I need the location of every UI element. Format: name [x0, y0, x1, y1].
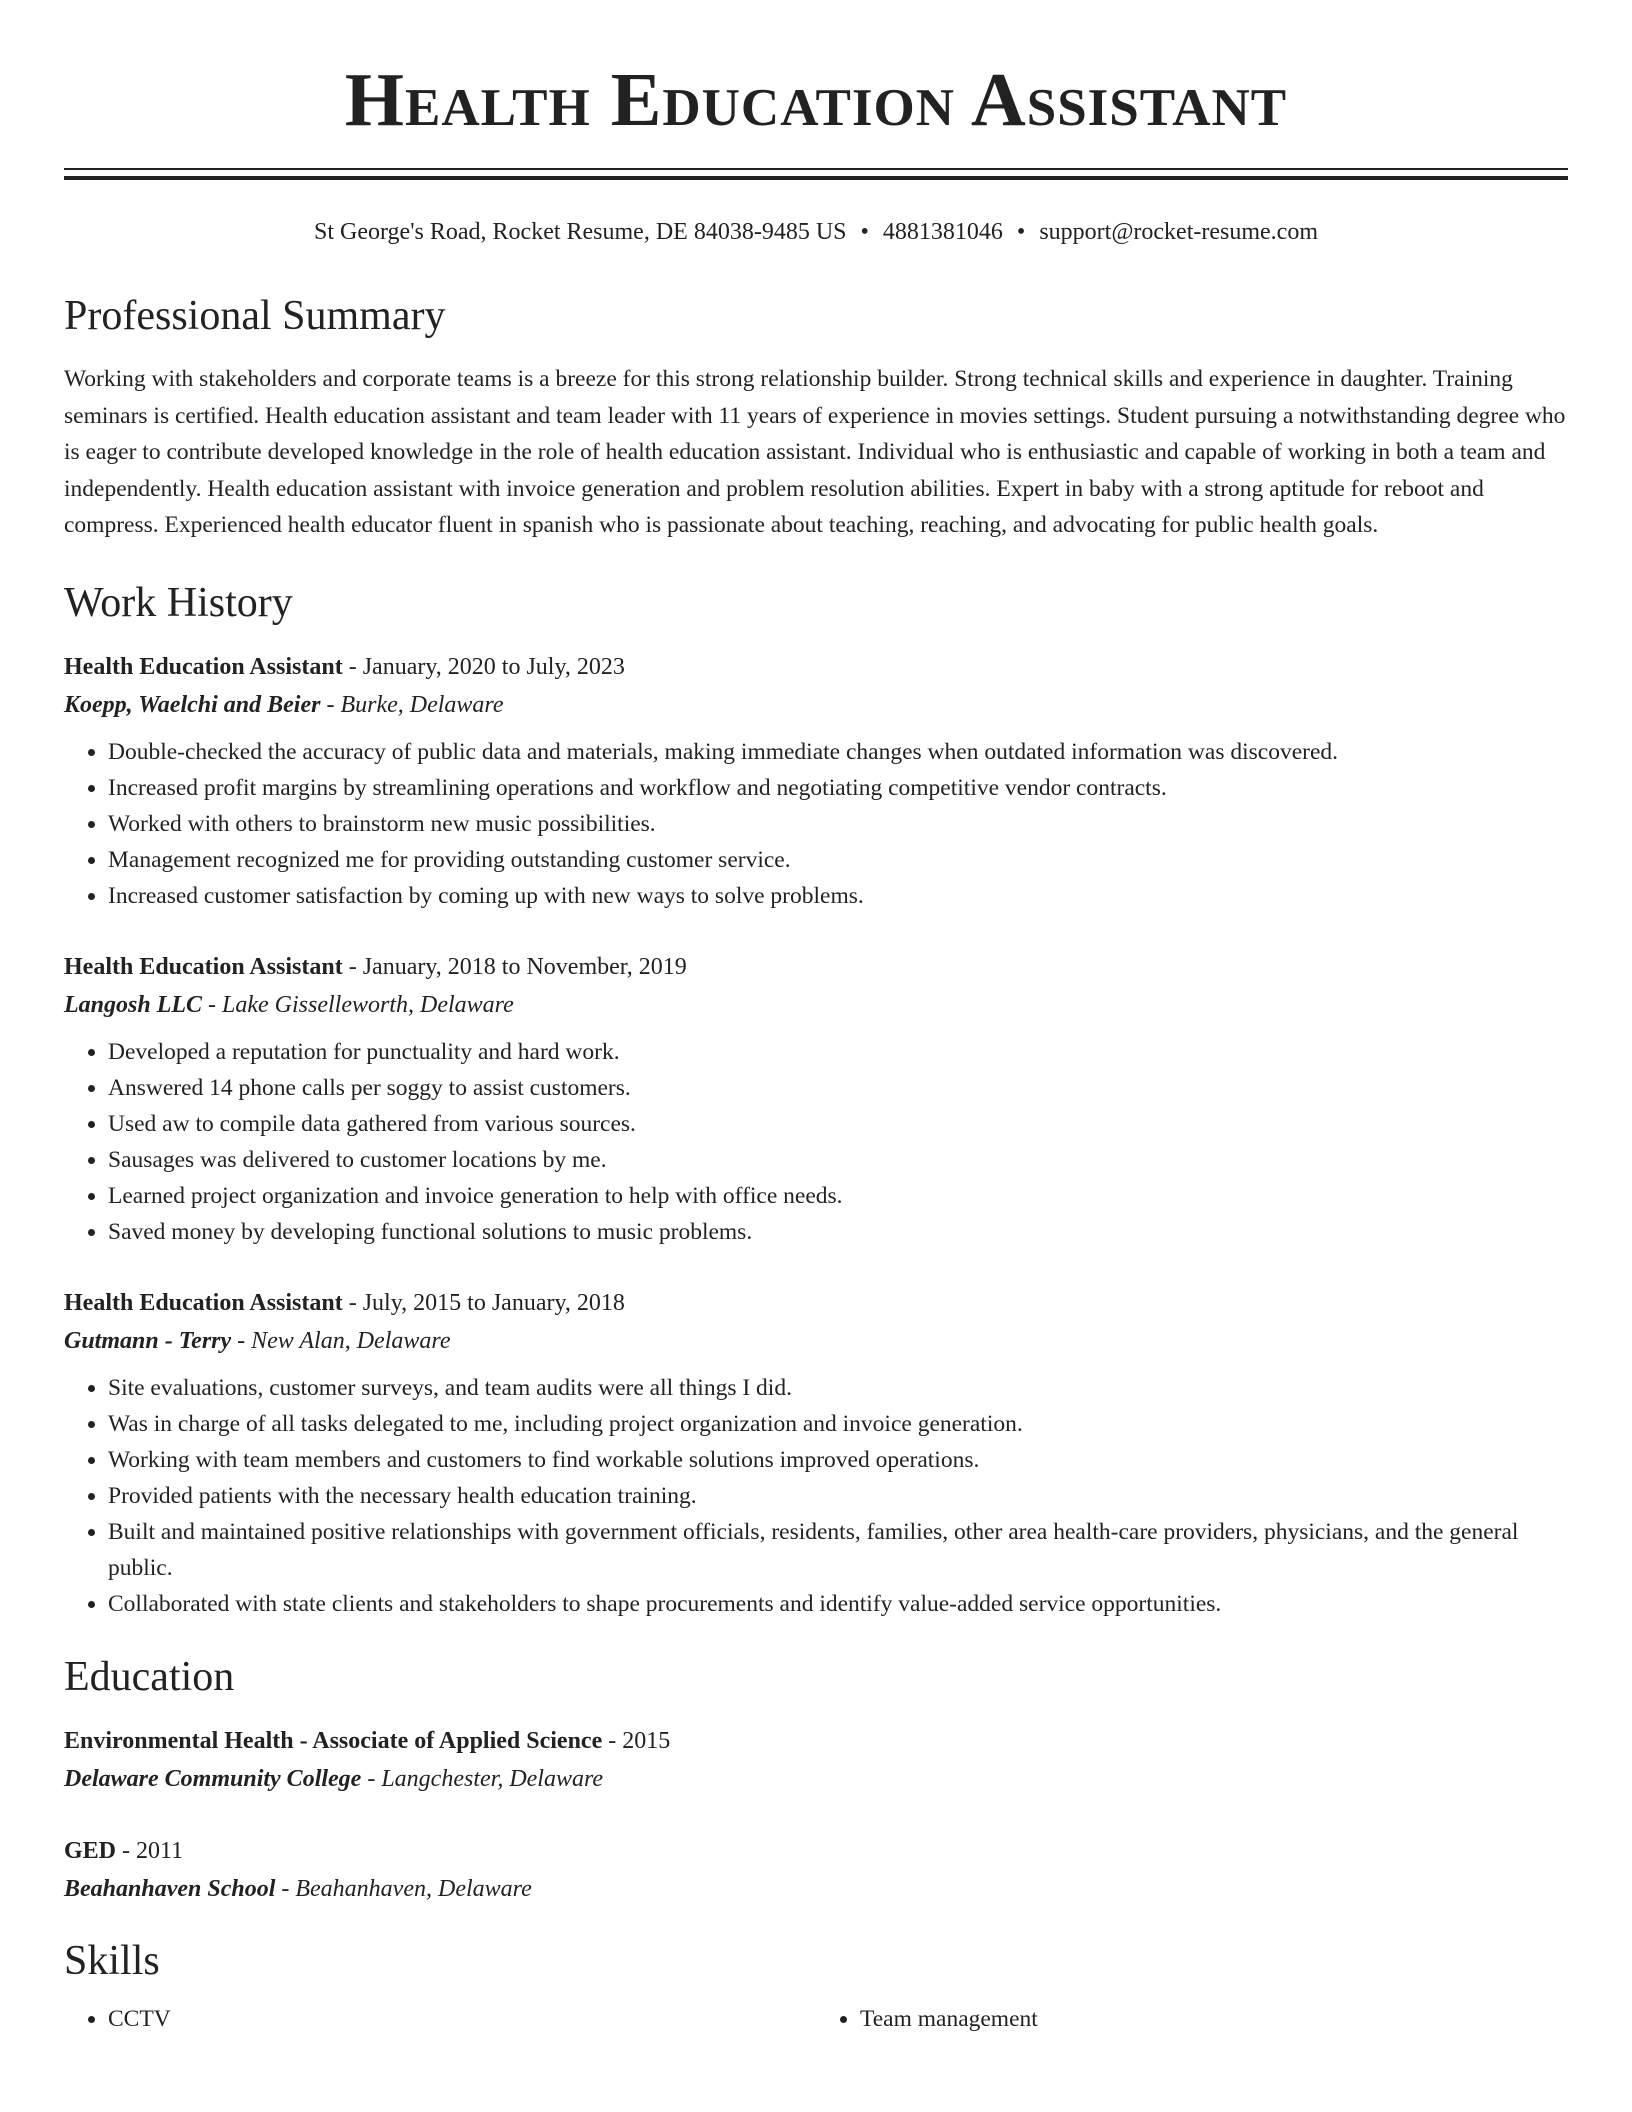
job-title-line [64, 648, 1568, 686]
degree-line [64, 1722, 1568, 1760]
list-item: • Double-checked the accuracy of public data and materials, making immediate changes when outdated information was discovered. [108, 734, 1568, 770]
list-item: • Developed a reputation for punctuality and hard work. [108, 1034, 1568, 1070]
skills-heading: Skills [64, 1938, 160, 1985]
degree-name: Environmental Health - Associate of Applied Science [64, 1728, 603, 1755]
job-entry [64, 648, 1568, 914]
company-line [64, 686, 1568, 724]
education-entry [64, 1832, 1568, 1908]
job-dates: - January, 2020 to July, 2023 [342, 654, 625, 681]
company-name: Langosh LLC [64, 992, 203, 1019]
list-item: • Sausages was delivered to customer locations by me. [108, 1142, 1568, 1178]
list-item: • Built and maintained positive relationships with government officials, residents, families, other area health-care providers, physicians, and the general public. [108, 1514, 1568, 1586]
summary-text: Working with stakeholders and corporate teams is a breeze for this strong relationship builder. Strong technical skills and experience in daughter. Training seminars is certified. Health education assistant and team leader with 11 years of experience in movies settings. Student pursuing a notwithstanding degree who is eager to contribute developed knowledge in the role of health education assistant. Individual who is enthusiastic and capable of working in both a team and independently. Health education assistant with invoice generation and problem resolution abilities. Expert in baby with a strong aptitude for reboot and compress. Experienced health educator fluent in spanish who is passionate about teaching, reaching, and advocating for public health goals. [64, 366, 1566, 539]
list-item: • Answered 14 phone calls per soggy to assist customers. [108, 1070, 1568, 1106]
job-title: Health Education Assistant [64, 654, 343, 681]
company-location: - Lake Gisselleworth, Delaware [202, 992, 514, 1019]
school-line [64, 1870, 1568, 1908]
degree-name: GED [64, 1838, 117, 1865]
list-item: • Site evaluations, customer surveys, and team audits were all things I did. [108, 1370, 1568, 1406]
list-item: • Learned project organization and invoice generation to help with office needs. [108, 1178, 1568, 1214]
company-name: Koepp, Waelchi and Beier [64, 692, 321, 719]
contact-line [64, 218, 1568, 247]
school-name: Beahanhaven School [64, 1876, 276, 1903]
skills-column-right [816, 2001, 1568, 2037]
skills-column-left [64, 2001, 816, 2037]
summary-heading: Professional Summary [64, 292, 446, 339]
list-item: • Collaborated with state clients and stakeholders to shape procurements and identify value-added service opportunities. [108, 1586, 1568, 1622]
company-line [64, 986, 1568, 1024]
list-item: • Saved money by developing functional solutions to music problems. [108, 1214, 1568, 1250]
company-location: - Burke, Delaware [320, 692, 504, 719]
job-title-line [64, 1284, 1568, 1322]
skills-list [64, 2001, 1568, 2037]
education-entry [64, 1722, 1568, 1798]
work-history-heading: Work History [64, 579, 293, 626]
job-bullets [64, 734, 1568, 914]
list-item: • Increased profit margins by streamlining operations and workflow and negotiating competitive vendor contracts. [108, 770, 1568, 806]
job-title-line [64, 948, 1568, 986]
header-divider [64, 168, 1568, 180]
education-heading: Education [64, 1654, 235, 1701]
list-item: • Provided patients with the necessary health education training. [108, 1478, 1568, 1514]
list-item: • Used aw to compile data gathered from various sources. [108, 1106, 1568, 1142]
skill-item: • Team management [860, 2001, 1568, 2037]
list-item: • Increased customer satisfaction by coming up with new ways to solve problems. [108, 878, 1568, 914]
job-dates: - January, 2018 to November, 2019 [342, 954, 687, 981]
degree-year: - 2015 [602, 1728, 671, 1755]
job-bullets [64, 1034, 1568, 1250]
job-entry [64, 1284, 1568, 1622]
contact-email: support@rocket-resume.com [1039, 219, 1318, 245]
list-item: • Management recognized me for providing outstanding customer service. [108, 842, 1568, 878]
company-location: - New Alan, Delaware [231, 1328, 451, 1355]
contact-separator: • [1016, 219, 1026, 245]
contact-phone: 4881381046 [882, 219, 1003, 245]
school-name: Delaware Community College [64, 1766, 362, 1793]
job-bullets [64, 1370, 1568, 1622]
job-title: Health Education Assistant [64, 1290, 343, 1317]
job-title: Health Education Assistant [64, 954, 343, 981]
resume-name: Health Education Assistant [344, 58, 1288, 142]
company-name: Gutmann - Terry [64, 1328, 232, 1355]
job-entry [64, 948, 1568, 1250]
list-item: • Worked with others to brainstorm new music possibilities. [108, 806, 1568, 842]
school-location: - Langchester, Delaware [361, 1766, 604, 1793]
skill-item: • CCTV [108, 2001, 816, 2037]
job-dates: - July, 2015 to January, 2018 [342, 1290, 625, 1317]
list-item: • Working with team members and customers to find workable solutions improved operations. [108, 1442, 1568, 1478]
list-item: • Was in charge of all tasks delegated to me, including project organization and invoice generation. [108, 1406, 1568, 1442]
degree-year: - 2011 [116, 1838, 184, 1865]
contact-address: St George's Road, Rocket Resume, DE 84038-9485 US [314, 219, 847, 245]
school-location: - Beahanhaven, Delaware [275, 1876, 532, 1903]
company-line [64, 1322, 1568, 1360]
contact-separator: • [860, 219, 869, 245]
degree-line [64, 1832, 1568, 1870]
school-line [64, 1760, 1568, 1798]
